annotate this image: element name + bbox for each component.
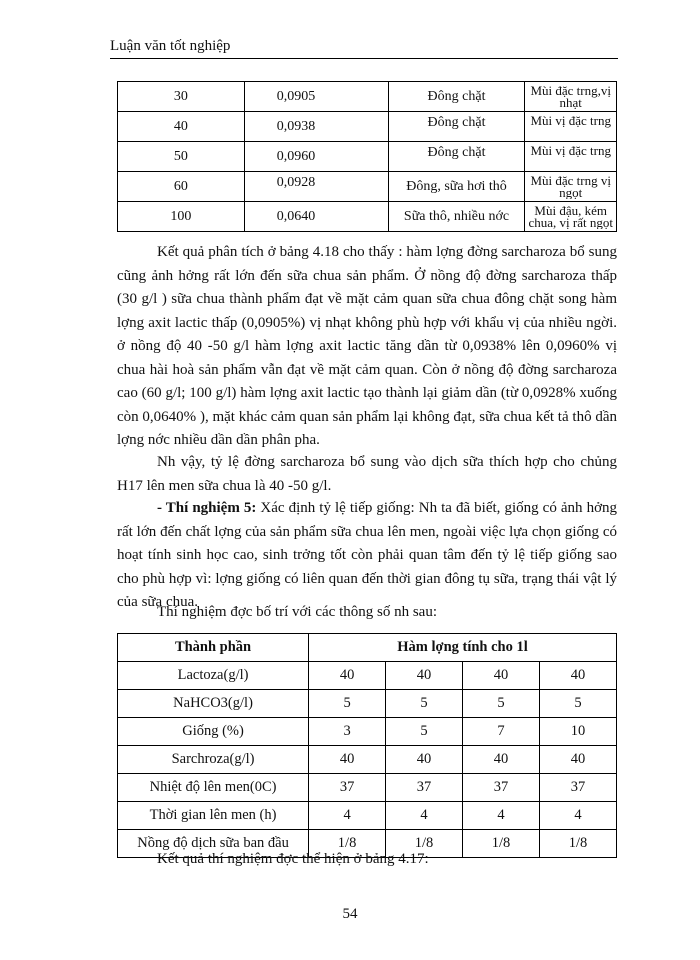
parameter-value: 1/8 bbox=[386, 830, 463, 858]
taste-cell bbox=[525, 202, 617, 232]
taste-cell bbox=[525, 82, 617, 112]
parameter-value: 37 bbox=[309, 774, 386, 802]
state-cell bbox=[388, 82, 525, 112]
table-row bbox=[118, 718, 617, 746]
state-cell-text: Đông, sữa hơi thô bbox=[406, 178, 507, 194]
table-row bbox=[118, 172, 617, 202]
table-row bbox=[118, 774, 617, 802]
taste-cell bbox=[525, 142, 617, 172]
taste-cell-text: Mùi đậu, kém chua, vị rất ngọt bbox=[528, 204, 613, 229]
parameter-value: 40 bbox=[539, 662, 616, 690]
taste-cell-text: Mùi đặc trng,vị nhạt bbox=[530, 84, 611, 109]
paragraph-results-ref: Kết quả thí nghiệm đợc thể hiện ở bảng 4.17: bbox=[157, 851, 429, 867]
table-row bbox=[118, 690, 617, 718]
concentration-cell bbox=[118, 202, 245, 232]
parameter-value: 5 bbox=[309, 690, 386, 718]
concentration-cell bbox=[118, 82, 245, 112]
parameter-value: 40 bbox=[463, 746, 540, 774]
sugar-results-table bbox=[117, 81, 617, 232]
paragraph-conclusion bbox=[117, 451, 617, 498]
paragraph-experiment-5 bbox=[117, 497, 617, 615]
concentration-cell-text: 50 bbox=[173, 148, 188, 164]
parameter-name: NaHCO3(g/l) bbox=[118, 690, 309, 718]
header-component: Thành phần bbox=[118, 634, 309, 662]
parameter-name: Lactoza(g/l) bbox=[118, 662, 309, 690]
acid-cell bbox=[244, 202, 388, 232]
experiment-parameters-table bbox=[117, 633, 617, 858]
parameter-value: 40 bbox=[386, 662, 463, 690]
table-row bbox=[118, 142, 617, 172]
state-cell-text: Đông chặt bbox=[427, 88, 486, 104]
parameter-value: 5 bbox=[463, 690, 540, 718]
acid-cell-text: 0,0938 bbox=[276, 118, 316, 134]
taste-cell-text: Mùi vị đặc trng bbox=[530, 144, 611, 158]
parameter-value: 40 bbox=[539, 746, 616, 774]
parameter-name: Sarchroza(g/l) bbox=[118, 746, 309, 774]
parameter-value: 1/8 bbox=[463, 830, 540, 858]
acid-cell-text: 0,0928 bbox=[276, 174, 316, 190]
state-cell bbox=[388, 202, 525, 232]
parameter-value: 4 bbox=[539, 802, 616, 830]
acid-cell-text: 0,0905 bbox=[276, 88, 316, 104]
parameter-name: Thời gian lên men (h) bbox=[118, 802, 309, 830]
paragraph-setup: Thí nghiệm đợc bố trí với các thông số nh sau: bbox=[157, 604, 437, 620]
state-cell-text: Đông chặt bbox=[427, 114, 486, 130]
concentration-cell-text: 30 bbox=[173, 88, 188, 104]
parameter-name: Nồng độ dịch sữa ban đầu bbox=[118, 830, 309, 858]
experiment-5-label: - Thí nghiệm 5: bbox=[157, 500, 257, 516]
paragraph-conclusion-text: Nh vậy, tỷ lệ đờng sarcharoza bổ sung vào dịch sữa thích hợp cho chủng H17 lên men sữa chua là 40 -50 g/l. bbox=[117, 454, 617, 494]
table-row bbox=[118, 82, 617, 112]
parameter-value: 1/8 bbox=[539, 830, 616, 858]
acid-cell bbox=[244, 112, 388, 142]
concentration-cell bbox=[118, 142, 245, 172]
parameter-value: 4 bbox=[463, 802, 540, 830]
table-row bbox=[118, 802, 617, 830]
parameter-name: Giống (%) bbox=[118, 718, 309, 746]
state-cell bbox=[388, 112, 525, 142]
taste-cell-text: Mùi đặc trng vị ngọt bbox=[530, 174, 611, 199]
parameter-value: 5 bbox=[539, 690, 616, 718]
state-cell-text: Đông chặt bbox=[427, 144, 486, 160]
acid-cell-text: 0,0640 bbox=[276, 208, 316, 224]
taste-cell bbox=[525, 172, 617, 202]
parameter-value: 40 bbox=[463, 662, 540, 690]
taste-cell-text: Mùi vị đặc trng bbox=[530, 114, 611, 128]
parameter-value: 10 bbox=[539, 718, 616, 746]
taste-cell bbox=[525, 112, 617, 142]
parameter-value: 5 bbox=[386, 718, 463, 746]
parameter-value: 40 bbox=[386, 746, 463, 774]
concentration-cell-text: 40 bbox=[173, 118, 188, 134]
parameter-value: 37 bbox=[386, 774, 463, 802]
parameter-value: 7 bbox=[463, 718, 540, 746]
parameter-value: 1/8 bbox=[309, 830, 386, 858]
state-cell-text: Sữa thô, nhiều nớc bbox=[403, 208, 510, 224]
concentration-cell bbox=[118, 172, 245, 202]
concentration-cell bbox=[118, 112, 245, 142]
parameter-value: 40 bbox=[309, 662, 386, 690]
parameter-name: Nhiệt độ lên men(0C) bbox=[118, 774, 309, 802]
experiment-5-text: Xác định tỷ lệ tiếp giống: Nh ta đã biết, giống có ảnh hởng rất lớn đến chất lợng của sản phẩm sữa chua lên men, ngoài việc lựa chọn giống có hoạt tính sinh học cao, sinh trởng tốt còn phải quan tâm đến tỷ lệ tiếp giống sao cho phù hợp vì: lợng giống có liên quan đến thời gian đông tụ sữa, trạng thái vật lý của sữa chua. bbox=[117, 500, 617, 610]
parameter-value: 4 bbox=[309, 802, 386, 830]
parameter-value: 5 bbox=[386, 690, 463, 718]
concentration-cell-text: 60 bbox=[173, 178, 188, 194]
state-cell bbox=[388, 172, 525, 202]
parameter-value: 3 bbox=[309, 718, 386, 746]
acid-cell bbox=[244, 82, 388, 112]
parameter-value: 37 bbox=[539, 774, 616, 802]
table-row bbox=[118, 202, 617, 232]
paragraph-analysis: Kết quả phân tích ở bảng 4.18 cho thấy : hàm lợng đờng sarcharoza bổ sung cũng ảnh hởng rất lớn đến sữa chua sản phẩm. Ở nồng độ đờng sarcharoza thấp (30 g/l ) sữa chua thành phẩm đạt về mặt cảm quan sữa chua đông chặt song hàm lợng axit lactic thấp (0,0905%) vị nhạt không phù hợp với khẩu vị của nhiều ngời. ở nồng độ 40 -50 g/l hàm lợng axit lactic tăng dần từ 0,0938% lên 0,0960% vị chua hài hoà sản phẩm vẫn đạt về mặt cảm quan. Còn ở nồng độ đờng sarcharoza cao (60 g/l; 100 g/l) hàm lợng axit lactic tạo thành lại giảm dần (từ 0,0928% xuống còn 0,0640% ), mặt khác cảm quan sản phẩm lại không đạt, sữa chua kết tả thô dần lợng nớc nhiều dần dần phân pha. bbox=[117, 244, 617, 448]
concentration-cell-text: 100 bbox=[170, 208, 192, 224]
parameter-value: 4 bbox=[386, 802, 463, 830]
header-content: Hàm lợng tính cho 1l bbox=[309, 634, 617, 662]
acid-cell-text: 0,0960 bbox=[276, 148, 316, 164]
state-cell bbox=[388, 142, 525, 172]
table-row bbox=[118, 112, 617, 142]
table-row bbox=[118, 746, 617, 774]
page-number: 54 bbox=[342, 906, 358, 922]
parameter-value: 40 bbox=[309, 746, 386, 774]
acid-cell bbox=[244, 172, 388, 202]
table-row bbox=[118, 662, 617, 690]
page-header: Luận văn tốt nghiệp bbox=[110, 38, 618, 59]
parameter-value: 37 bbox=[463, 774, 540, 802]
acid-cell bbox=[244, 142, 388, 172]
